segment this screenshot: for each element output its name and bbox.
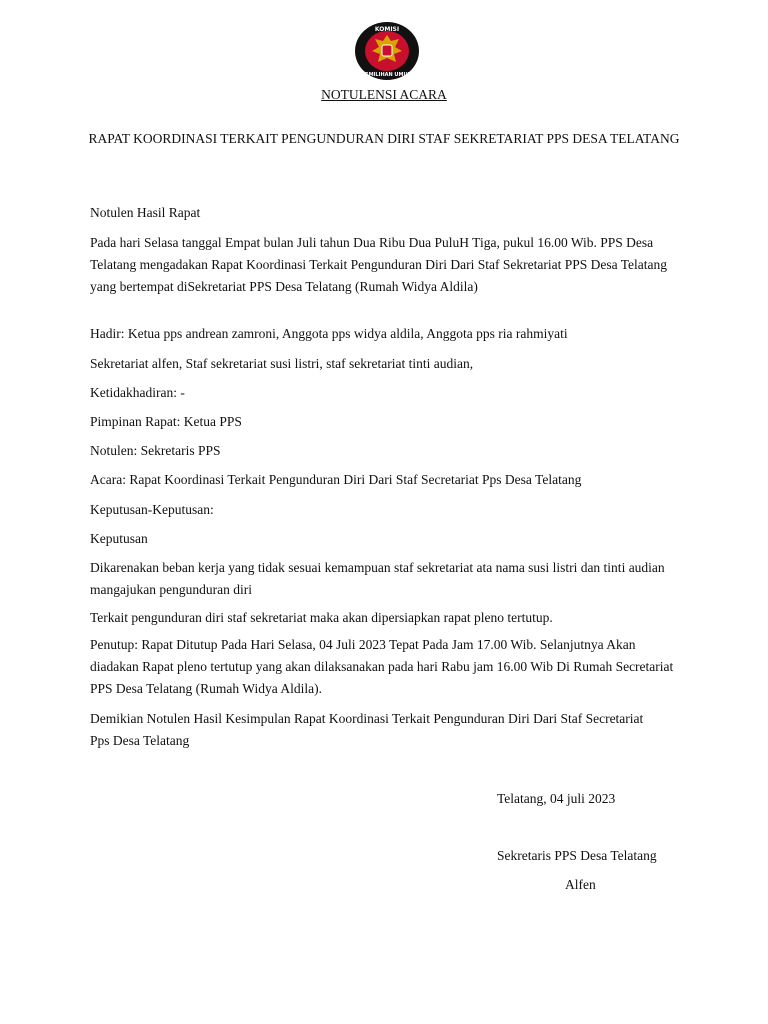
attendance-present-cont: Sekretariat alfen, Staf sekretariat susi listri, staf sekretariat tinti audian, <box>90 356 474 371</box>
signature-name: Alfen <box>565 877 596 892</box>
document-subject: RAPAT KOORDINASI TERKAIT PENGUNDURAN DIRI STAF SEKRETARIAT PPS DESA TELATANG <box>88 131 680 146</box>
logo-ring-top: KOMISI <box>374 26 400 33</box>
closing-remarks: Penutup: Rapat Ditutup Pada Hari Selasa, 04 Juli 2023 Tepat Pada Jam 17.00 Wib. Selanjutnya Akan diadakan Rapat pleno tertutup yang akan dilaksanakan pada hari Rabu jam 16.00 Wib Di Rumah Secretariat PPS Desa Telatang (Rumah Widya Aldila). <box>90 637 674 696</box>
closing-statement: Demikian Notulen Hasil Kesimpulan Rapat Koordinasi Terkait Pengunduran Diri Dari Staf Secretariat Pps Desa Telatang <box>90 711 644 748</box>
attendance-absent: Ketidakhadiran: - <box>90 385 185 400</box>
minutes-heading: Notulen Hasil Rapat <box>90 205 201 220</box>
signature-role: Sekretaris PPS Desa Telatang <box>497 848 657 863</box>
decision-item-1: Dikarenakan beban kerja yang tidak sesuai kemampuan staf sekretariat ata nama susi listri dan tinti audian mangajukan pengunduran diri <box>90 560 665 597</box>
opening-paragraph: Pada hari Selasa tanggal Empat bulan Juli tahun Dua Ribu Dua PuluH Tiga, pukul 16.00 Wib. PPS Desa Telatang mengadakan Rapat Koordinasi Terkait Pengunduran Diri Dari Staf Sekretariat PPS Desa Telatang yang bertempat diSekretariat PPS Desa Telatang (Rumah Widya Aldila) <box>90 235 668 294</box>
decisions-heading: Keputusan-Keputusan: <box>90 502 214 517</box>
decision-label: Keputusan <box>90 531 148 546</box>
logo-ring-bottom: PEMILIHAN UMUM <box>361 72 413 78</box>
kpu-logo <box>354 21 420 81</box>
attendance-present: Hadir: Ketua pps andrean zamroni, Anggota pps widya aldila, Anggota pps ria rahmiyati <box>90 326 568 341</box>
meeting-agenda: Acara: Rapat Koordinasi Terkait Pengunduran Diri Dari Staf Secretariat Pps Desa Telatang <box>90 472 582 487</box>
decision-item-2: Terkait pengunduran diri staf sekretariat maka akan dipersiapkan rapat pleno tertutup. <box>90 610 553 625</box>
meeting-notetaker: Notulen: Sekretaris PPS <box>90 443 221 458</box>
signature-place-date: Telatang, 04 juli 2023 <box>497 791 616 806</box>
meeting-chair: Pimpinan Rapat: Ketua PPS <box>90 414 242 429</box>
document-title: NOTULENSI ACARA <box>321 87 447 102</box>
